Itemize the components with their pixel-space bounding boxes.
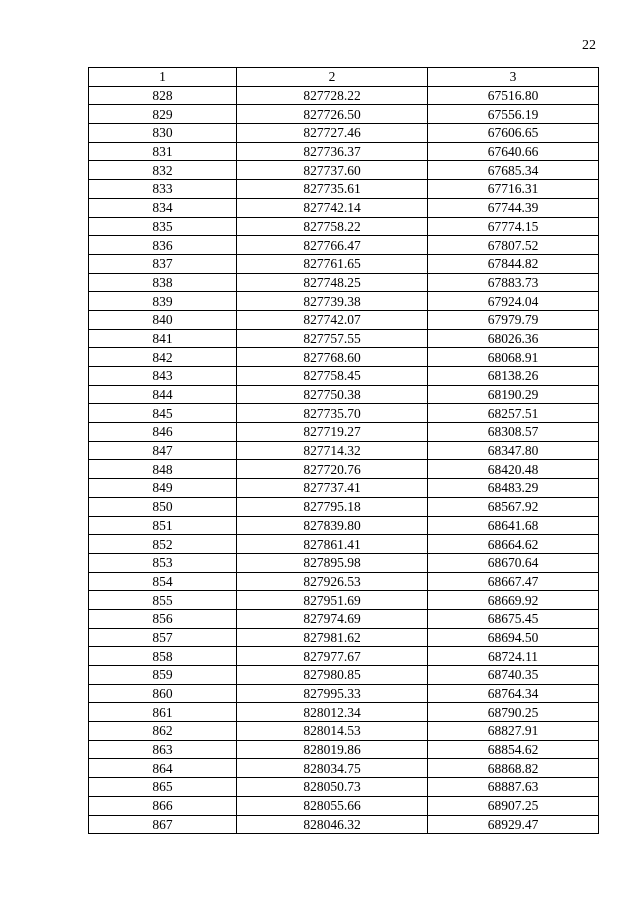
table-row: [89, 759, 599, 778]
coordinate-x-cell: 827974.69: [237, 609, 428, 628]
table-row: [89, 740, 599, 759]
table-row: [89, 273, 599, 292]
coordinate-y-cell: 67844.82: [428, 254, 599, 273]
coordinate-x-cell: 827995.33: [237, 684, 428, 703]
coordinates-table: [88, 67, 599, 834]
coordinate-x-cell: 827768.60: [237, 348, 428, 367]
coordinate-y-cell: 68868.82: [428, 759, 599, 778]
point-number-cell: 837: [89, 254, 237, 273]
table-row: [89, 684, 599, 703]
coordinate-y-cell: 68907.25: [428, 796, 599, 815]
coordinate-y-cell: 67744.39: [428, 198, 599, 217]
coordinate-x-cell: 828046.32: [237, 815, 428, 834]
table-row: [89, 553, 599, 572]
point-number-cell: 849: [89, 479, 237, 498]
coordinate-x-cell: 827742.07: [237, 310, 428, 329]
point-number-cell: 836: [89, 236, 237, 255]
coordinate-y-cell: 68854.62: [428, 740, 599, 759]
coordinate-x-cell: 827726.50: [237, 105, 428, 124]
coordinate-x-cell: 827727.46: [237, 124, 428, 143]
point-number-cell: 854: [89, 572, 237, 591]
coordinate-y-cell: 67924.04: [428, 292, 599, 311]
coordinate-x-cell: 827758.45: [237, 367, 428, 386]
coordinate-y-cell: 68790.25: [428, 703, 599, 722]
coordinate-y-cell: 68667.47: [428, 572, 599, 591]
point-number-cell: 830: [89, 124, 237, 143]
point-number-cell: 862: [89, 722, 237, 741]
point-number-cell: 866: [89, 796, 237, 815]
coordinate-y-cell: 67807.52: [428, 236, 599, 255]
point-number-cell: 841: [89, 329, 237, 348]
coordinate-y-cell: 68068.91: [428, 348, 599, 367]
point-number-cell: 839: [89, 292, 237, 311]
point-number-cell: 859: [89, 666, 237, 685]
table-body: [89, 86, 599, 834]
point-number-cell: 867: [89, 815, 237, 834]
coordinate-y-cell: 67685.34: [428, 161, 599, 180]
coordinate-x-cell: 827735.70: [237, 404, 428, 423]
point-number-cell: 853: [89, 553, 237, 572]
table-row: [89, 423, 599, 442]
table-row: [89, 124, 599, 143]
coordinate-x-cell: 827728.22: [237, 86, 428, 105]
table-row: [89, 236, 599, 255]
point-number-cell: 861: [89, 703, 237, 722]
table-row: [89, 217, 599, 236]
coordinate-x-cell: 827839.80: [237, 516, 428, 535]
coordinate-y-cell: 68347.80: [428, 441, 599, 460]
point-number-cell: 844: [89, 385, 237, 404]
table-row: [89, 441, 599, 460]
table-header-row: [89, 68, 599, 87]
table-row: [89, 609, 599, 628]
table-row: [89, 310, 599, 329]
coordinate-y-cell: 68740.35: [428, 666, 599, 685]
coordinate-y-cell: 68138.26: [428, 367, 599, 386]
coordinate-y-cell: 68420.48: [428, 460, 599, 479]
coordinate-x-cell: 827748.25: [237, 273, 428, 292]
table-row: [89, 647, 599, 666]
coordinate-x-cell: 828019.86: [237, 740, 428, 759]
column-header-2: 2: [237, 68, 428, 87]
point-number-cell: 845: [89, 404, 237, 423]
coordinate-y-cell: 68724.11: [428, 647, 599, 666]
table-row: [89, 497, 599, 516]
table-row: [89, 198, 599, 217]
coordinate-y-cell: 68887.63: [428, 778, 599, 797]
coordinate-y-cell: 68308.57: [428, 423, 599, 442]
coordinate-x-cell: 827720.76: [237, 460, 428, 479]
point-number-cell: 832: [89, 161, 237, 180]
point-number-cell: 865: [89, 778, 237, 797]
point-number-cell: 842: [89, 348, 237, 367]
coordinate-y-cell: 68257.51: [428, 404, 599, 423]
table-row: [89, 628, 599, 647]
coordinate-y-cell: 67516.80: [428, 86, 599, 105]
table-row: [89, 254, 599, 273]
coordinate-x-cell: 827758.22: [237, 217, 428, 236]
table-row: [89, 796, 599, 815]
point-number-cell: 850: [89, 497, 237, 516]
table-row: [89, 703, 599, 722]
column-header-1: 1: [89, 68, 237, 87]
coordinate-y-cell: 68827.91: [428, 722, 599, 741]
coordinate-x-cell: 827861.41: [237, 535, 428, 554]
coordinate-x-cell: 827739.38: [237, 292, 428, 311]
coordinate-y-cell: 67883.73: [428, 273, 599, 292]
coordinate-x-cell: 827714.32: [237, 441, 428, 460]
coordinate-x-cell: 827977.67: [237, 647, 428, 666]
coordinate-x-cell: 828014.53: [237, 722, 428, 741]
coordinate-x-cell: 827757.55: [237, 329, 428, 348]
coordinate-x-cell: 827895.98: [237, 553, 428, 572]
point-number-cell: 829: [89, 105, 237, 124]
coordinate-x-cell: 827926.53: [237, 572, 428, 591]
coordinate-x-cell: 828050.73: [237, 778, 428, 797]
point-number-cell: 834: [89, 198, 237, 217]
coordinate-y-cell: 68641.68: [428, 516, 599, 535]
coordinate-y-cell: 67979.79: [428, 310, 599, 329]
table-row: [89, 460, 599, 479]
table-row: [89, 479, 599, 498]
column-header-3: 3: [428, 68, 599, 87]
table-row: [89, 385, 599, 404]
point-number-cell: 855: [89, 591, 237, 610]
coordinate-y-cell: 68670.64: [428, 553, 599, 572]
coordinate-y-cell: 67640.66: [428, 142, 599, 161]
table-row: [89, 161, 599, 180]
coordinate-y-cell: 67606.65: [428, 124, 599, 143]
coordinate-x-cell: 828034.75: [237, 759, 428, 778]
coordinate-x-cell: 827981.62: [237, 628, 428, 647]
table-row: [89, 180, 599, 199]
coordinate-x-cell: 827737.41: [237, 479, 428, 498]
coordinate-x-cell: 827761.65: [237, 254, 428, 273]
table-row: [89, 666, 599, 685]
point-number-cell: 840: [89, 310, 237, 329]
point-number-cell: 847: [89, 441, 237, 460]
point-number-cell: 846: [89, 423, 237, 442]
point-number-cell: 860: [89, 684, 237, 703]
table-row: [89, 572, 599, 591]
coordinate-x-cell: 827766.47: [237, 236, 428, 255]
coordinate-x-cell: 828055.66: [237, 796, 428, 815]
table-row: [89, 404, 599, 423]
coordinate-y-cell: 68026.36: [428, 329, 599, 348]
page-number: 22: [582, 38, 596, 53]
point-number-cell: 864: [89, 759, 237, 778]
point-number-cell: 831: [89, 142, 237, 161]
coordinate-x-cell: 827735.61: [237, 180, 428, 199]
coordinate-y-cell: 68764.34: [428, 684, 599, 703]
coordinate-y-cell: 68190.29: [428, 385, 599, 404]
coordinate-y-cell: 68694.50: [428, 628, 599, 647]
coordinate-x-cell: 827719.27: [237, 423, 428, 442]
table-row: [89, 535, 599, 554]
point-number-cell: 848: [89, 460, 237, 479]
table-row: [89, 105, 599, 124]
coordinate-y-cell: 68929.47: [428, 815, 599, 834]
table-row: [89, 516, 599, 535]
point-number-cell: 833: [89, 180, 237, 199]
coordinate-x-cell: 828012.34: [237, 703, 428, 722]
coordinate-y-cell: 68567.92: [428, 497, 599, 516]
table-row: [89, 367, 599, 386]
coordinate-x-cell: 827736.37: [237, 142, 428, 161]
coordinate-x-cell: 827795.18: [237, 497, 428, 516]
coordinate-y-cell: 68669.92: [428, 591, 599, 610]
point-number-cell: 857: [89, 628, 237, 647]
point-number-cell: 863: [89, 740, 237, 759]
table-row: [89, 591, 599, 610]
coordinate-x-cell: 827737.60: [237, 161, 428, 180]
coordinate-x-cell: 827951.69: [237, 591, 428, 610]
table-row: [89, 292, 599, 311]
table-row: [89, 778, 599, 797]
coordinate-x-cell: 827980.85: [237, 666, 428, 685]
table-row: [89, 142, 599, 161]
coordinate-y-cell: 68664.62: [428, 535, 599, 554]
table-row: [89, 722, 599, 741]
coordinate-y-cell: 67556.19: [428, 105, 599, 124]
point-number-cell: 843: [89, 367, 237, 386]
table-row: [89, 348, 599, 367]
point-number-cell: 852: [89, 535, 237, 554]
point-number-cell: 858: [89, 647, 237, 666]
coordinate-x-cell: 827750.38: [237, 385, 428, 404]
coordinate-x-cell: 827742.14: [237, 198, 428, 217]
coordinate-y-cell: 68675.45: [428, 609, 599, 628]
point-number-cell: 851: [89, 516, 237, 535]
table-row: [89, 815, 599, 834]
coordinate-y-cell: 67774.15: [428, 217, 599, 236]
point-number-cell: 838: [89, 273, 237, 292]
coordinate-y-cell: 67716.31: [428, 180, 599, 199]
point-number-cell: 835: [89, 217, 237, 236]
coordinate-y-cell: 68483.29: [428, 479, 599, 498]
point-number-cell: 856: [89, 609, 237, 628]
table-row: [89, 86, 599, 105]
table-row: [89, 329, 599, 348]
point-number-cell: 828: [89, 86, 237, 105]
